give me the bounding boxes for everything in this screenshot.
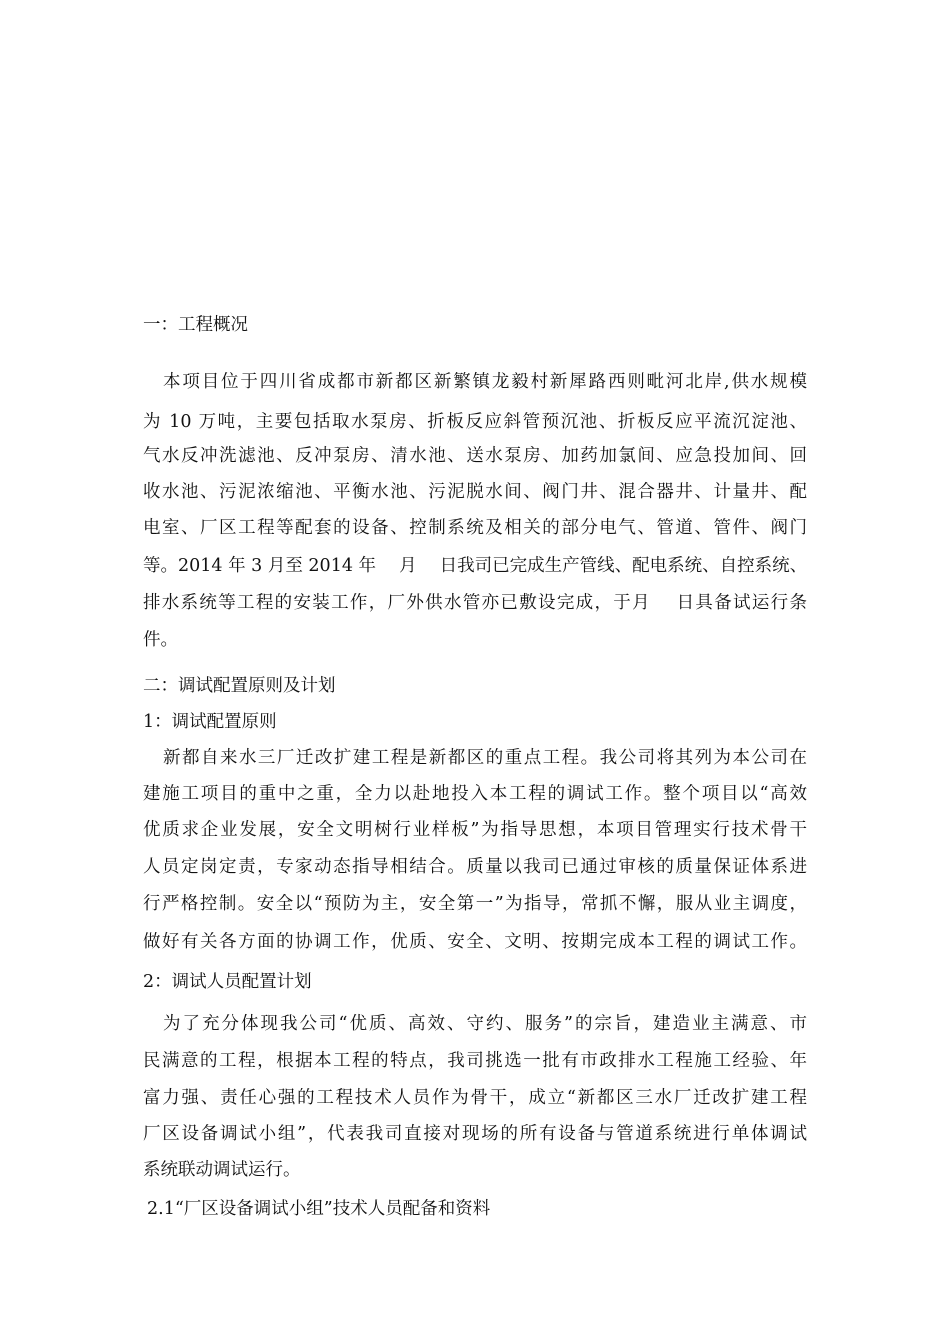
subsection-2-paragraph-line: 系统联动调试运行。: [143, 1160, 301, 1180]
subsection-1-paragraph-line: 新都自来水三厂迁改扩建工程是新都区的重点工程。我公司将其列为本公司在: [163, 748, 807, 768]
subsection-1-paragraph-line: 行严格控制。安全以“预防为主，安全第一”为指导，常抓不懈，服从业主调度，: [143, 894, 807, 914]
subsection-1-heading: 1：调试配置原则: [143, 712, 277, 732]
subsection-2-paragraph-line: 富力强、责任心强的工程技术人员作为骨干，成立“新都区三水厂迁改扩建工程: [143, 1088, 807, 1108]
section-1-paragraph-line: 排水系统等工程的安装工作，厂外供水管亦已敷设完成，于月 日具备试运行条: [143, 593, 807, 613]
section-1-paragraph-line: 气水反冲洗滤池、反冲泵房、清水池、送水泵房、加药加氯间、应急投加间、回: [143, 446, 807, 466]
section-1-paragraph-line: 为 10 万吨，主要包括取水泵房、折板反应斜管预沉池、折板反应平流沉淀池、: [143, 412, 807, 432]
section-1-paragraph-line: 本项目位于四川省成都市新都区新繁镇龙毅村新犀路西则毗河北岸,供水规模: [163, 372, 807, 392]
subsection-2-heading: 2：调试人员配置计划: [143, 972, 312, 992]
section-1-heading: 一：工程概况: [143, 315, 248, 335]
section-2-heading: 二：调试配置原则及计划: [143, 676, 336, 696]
subsection-2-paragraph-line: 民满意的工程，根据本工程的特点，我司挑选一批有市政排水工程施工经验、年: [143, 1051, 807, 1071]
section-1-paragraph-line: 收水池、污泥浓缩池、平衡水池、污泥脱水间、阀门井、混合器井、计量井、配: [143, 482, 807, 502]
subsection-1-paragraph-line: 优质求企业发展，安全文明树行业样板”为指导思想，本项目管理实行技术骨干: [143, 820, 807, 840]
subsection-2-paragraph-line: 厂区设备调试小组”，代表我司直接对现场的所有设备与管道系统进行单体调试: [143, 1124, 807, 1144]
subsection-1-paragraph-line: 做好有关各方面的协调工作，优质、安全、文明、按期完成本工程的调试工作。: [143, 932, 807, 952]
section-1-paragraph-line: 件。: [143, 630, 178, 650]
subsection-2-paragraph-line: 为了充分体现我公司“优质、高效、守约、服务”的宗旨，建造业主满意、市: [163, 1014, 807, 1034]
subsection-1-paragraph-line: 建施工项目的重中之重，全力以赴地投入本工程的调试工作。整个项目以“高效: [143, 784, 807, 804]
section-1-paragraph-line: 等。2014 年 3 月至 2014 年 月 日我司已完成生产管线、配电系统、自控系统、: [143, 556, 808, 576]
subsection-1-paragraph-line: 人员定岗定责，专家动态指导相结合。质量以我司已通过审核的质量保证体系进: [143, 857, 807, 877]
section-1-paragraph-line: 电室、厂区工程等配套的设备、控制系统及相关的部分电气、管道、管件、阀门: [143, 518, 807, 538]
subsection-2-1-heading: 2.1“厂区设备调试小组”技术人员配备和资料: [147, 1199, 491, 1219]
